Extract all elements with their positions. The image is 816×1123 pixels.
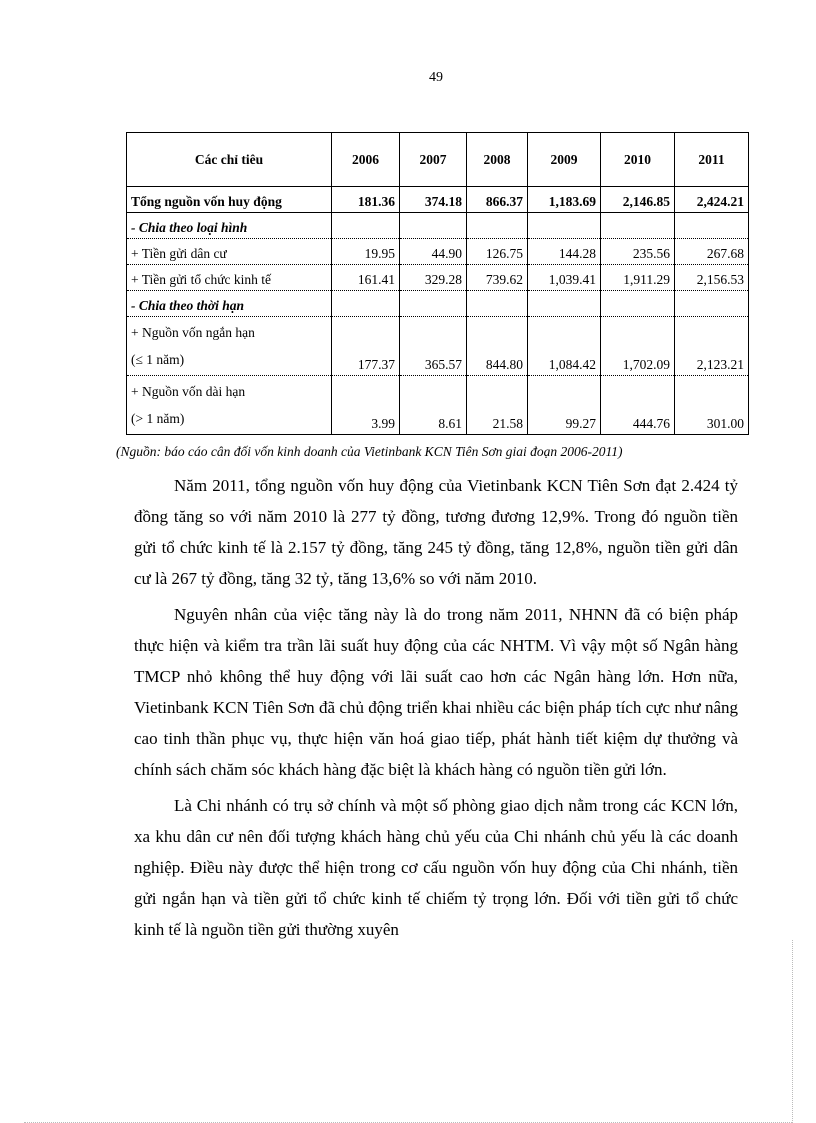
table-row-section-term	[127, 291, 749, 317]
cell: 739.62	[467, 265, 528, 291]
table-row-long-term	[127, 376, 749, 435]
table-row-short-term	[127, 317, 749, 376]
cell: 144.28	[528, 239, 601, 265]
cell: 329.28	[400, 265, 467, 291]
table-row-total	[127, 187, 749, 213]
cell: 19.95	[332, 239, 400, 265]
row-label	[127, 317, 332, 376]
cell: 126.75	[467, 239, 528, 265]
cell: 2,146.85	[601, 187, 675, 213]
row-label-line2: (≤ 1 năm)	[131, 352, 185, 367]
cell: 21.58	[467, 376, 528, 435]
row-label: + Tiền gửi tổ chức kinh tế	[127, 265, 332, 291]
cell: 99.27	[528, 376, 601, 435]
cell: 2,123.21	[675, 317, 749, 376]
row-label-line1: + Nguồn vốn ngắn hạn	[131, 325, 255, 340]
cell: 2,156.53	[675, 265, 749, 291]
section-label: - Chia theo loại hình	[127, 213, 332, 239]
section-label: - Chia theo thời hạn	[127, 291, 332, 317]
table-header-row	[127, 133, 749, 187]
row-label-line1: + Nguồn vốn dài hạn	[131, 384, 246, 399]
cell: 44.90	[400, 239, 467, 265]
cell: 1,702.09	[601, 317, 675, 376]
cell: 2,424.21	[675, 187, 749, 213]
cell: 267.68	[675, 239, 749, 265]
paragraph: Năm 2011, tổng nguồn vốn huy động của Vietinbank KCN Tiên Sơn đạt 2.424 tỷ đồng tăng so với năm 2010 là 277 tỷ đồng, tương đương 12,9%. Trong đó nguồn tiền gửi tổ chức kinh tế là 2.157 tỷ đồng, tăng 245 tỷ đồng, tăng 12,8%, nguồn tiền gửi dân cư là 267 tỷ đồng, tăng 32 tỷ, tăng 13,6% so với năm 2010.	[134, 476, 738, 588]
row-label: Tổng nguồn vốn huy động	[127, 187, 332, 213]
capital-mobilization-table	[126, 132, 749, 435]
cell: 1,084.42	[528, 317, 601, 376]
table-source-note: (Nguồn: báo cáo cân đối vốn kinh doanh của Vietinbank KCN Tiên Sơn giai đoạn 2006-2011)	[116, 444, 623, 459]
page-border-right	[792, 940, 793, 1123]
paragraph: Nguyên nhân của việc tăng này là do trong năm 2011, NHNN đã có biện pháp thực hiện và kiểm tra trần lãi suất huy động của các NHTM. Vì vậy một số Ngân hàng TMCP nhỏ không thể huy động với lãi suất cao hơn các Ngân hàng lớn. Hơn nữa, Vietinbank KCN Tiên Sơn đã chủ động triển khai nhiều các biện pháp tích cực như nâng cao tinh thần phục vụ, thực hiện văn hoá giao tiếp, phát hành tiết kiệm dự thưởng và chính sách chăm sóc khách hàng đặc biệt là khách hàng có nguồn tiền gửi lớn.	[134, 605, 738, 779]
table-row-org-deposits	[127, 265, 749, 291]
cell: 1,911.29	[601, 265, 675, 291]
year-2007: 2007	[400, 133, 467, 187]
row-label-line2: (> 1 năm)	[131, 411, 185, 426]
header-label: Các chỉ tiêu	[127, 133, 332, 187]
cell: 444.76	[601, 376, 675, 435]
cell: 3.99	[332, 376, 400, 435]
cell: 374.18	[400, 187, 467, 213]
year-2009: 2009	[528, 133, 601, 187]
cell: 177.37	[332, 317, 400, 376]
paragraph: Là Chi nhánh có trụ sở chính và một số phòng giao dịch nằm trong các KCN lớn, xa khu dân cư nên đối tượng khách hàng chủ yếu của Chi nhánh chủ yếu là các doanh nghiệp. Điều này được thể hiện trong cơ cấu nguồn vốn huy động của Chi nhánh, tiền gửi ngắn hạn và tiền gửi tổ chức kinh tế chiếm tỷ trọng lớn. Đối với tiền gửi tổ chức kinh tế là nguồn tiền gửi thường xuyên	[134, 796, 738, 939]
cell: 1,039.41	[528, 265, 601, 291]
cell: 181.36	[332, 187, 400, 213]
year-2008: 2008	[467, 133, 528, 187]
cell: 8.61	[400, 376, 467, 435]
cell: 161.41	[332, 265, 400, 291]
cell: 866.37	[467, 187, 528, 213]
table-row-resident-deposits	[127, 239, 749, 265]
row-label	[127, 376, 332, 435]
year-2010: 2010	[601, 133, 675, 187]
body-text	[134, 470, 738, 950]
cell: 1,183.69	[528, 187, 601, 213]
table-row-section-type	[127, 213, 749, 239]
year-2011: 2011	[675, 133, 749, 187]
cell: 844.80	[467, 317, 528, 376]
row-label: + Tiền gửi dân cư	[127, 239, 332, 265]
cell: 365.57	[400, 317, 467, 376]
page-number: 49	[429, 70, 443, 85]
year-2006: 2006	[332, 133, 400, 187]
cell: 301.00	[675, 376, 749, 435]
cell: 235.56	[601, 239, 675, 265]
